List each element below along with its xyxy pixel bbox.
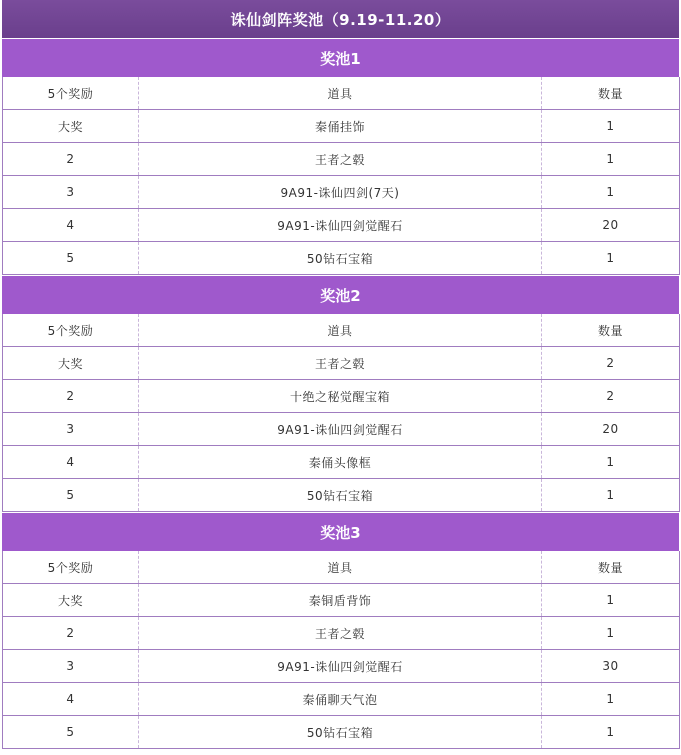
- reward-qty-cell: 1: [542, 479, 680, 512]
- table-row: [3, 716, 680, 749]
- page-title: 诛仙剑阵奖池（9.19-11.20）: [2, 0, 679, 38]
- reward-rank-cell: 大奖: [3, 110, 139, 143]
- pool-title: 奖池1: [2, 38, 679, 77]
- reward-rank-cell: 2: [3, 380, 139, 413]
- reward-rank-cell: 大奖: [3, 347, 139, 380]
- reward-pool-1: [2, 38, 679, 275]
- table-row: [3, 479, 680, 512]
- reward-item-cell: 王者之毂: [139, 347, 542, 380]
- pool-title: 奖池3: [2, 512, 679, 551]
- table-row: [3, 110, 680, 143]
- table-row: [3, 584, 680, 617]
- reward-rank-cell: 5: [3, 716, 139, 749]
- reward-qty-cell: 20: [542, 209, 680, 242]
- reward-qty-cell: 1: [542, 110, 680, 143]
- reward-item-cell: 王者之毂: [139, 617, 542, 650]
- reward-pool-2: [2, 275, 679, 512]
- reward-qty-cell: 1: [542, 446, 680, 479]
- table-row: [3, 209, 680, 242]
- reward-table: [2, 314, 680, 512]
- reward-item-cell: 50钻石宝箱: [139, 242, 542, 275]
- reward-rank-cell: 4: [3, 446, 139, 479]
- table-header-row: [3, 77, 680, 110]
- reward-pool-document: [2, 0, 679, 749]
- reward-item-cell: 王者之毂: [139, 143, 542, 176]
- header-rank: 5个奖励: [3, 314, 139, 347]
- reward-rank-cell: 4: [3, 209, 139, 242]
- reward-rank-cell: 4: [3, 683, 139, 716]
- header-item: 道具: [139, 77, 542, 110]
- reward-qty-cell: 2: [542, 380, 680, 413]
- reward-item-cell: 秦俑头像框: [139, 446, 542, 479]
- reward-item-cell: 秦俑挂饰: [139, 110, 542, 143]
- table-header-row: [3, 314, 680, 347]
- reward-rank-cell: 2: [3, 143, 139, 176]
- reward-qty-cell: 1: [542, 683, 680, 716]
- table-row: [3, 176, 680, 209]
- header-item: 道具: [139, 551, 542, 584]
- reward-table: [2, 77, 680, 275]
- reward-qty-cell: 1: [542, 617, 680, 650]
- reward-item-cell: 秦铜盾背饰: [139, 584, 542, 617]
- reward-qty-cell: 1: [542, 716, 680, 749]
- header-rank: 5个奖励: [3, 77, 139, 110]
- reward-item-cell: 50钻石宝箱: [139, 479, 542, 512]
- reward-item-cell: 秦俑聊天气泡: [139, 683, 542, 716]
- reward-item-cell: 9A91-诛仙四剑(7天): [139, 176, 542, 209]
- reward-qty-cell: 1: [542, 176, 680, 209]
- reward-rank-cell: 2: [3, 617, 139, 650]
- reward-qty-cell: 1: [542, 143, 680, 176]
- reward-rank-cell: 大奖: [3, 584, 139, 617]
- table-row: [3, 446, 680, 479]
- header-item: 道具: [139, 314, 542, 347]
- table-row: [3, 143, 680, 176]
- reward-rank-cell: 3: [3, 413, 139, 446]
- reward-pool-3: [2, 512, 679, 749]
- table-row: [3, 242, 680, 275]
- reward-qty-cell: 1: [542, 584, 680, 617]
- reward-item-cell: 9A91-诛仙四剑觉醒石: [139, 209, 542, 242]
- reward-rank-cell: 3: [3, 176, 139, 209]
- header-qty: 数量: [542, 77, 680, 110]
- table-row: [3, 347, 680, 380]
- reward-item-cell: 9A91-诛仙四剑觉醒石: [139, 413, 542, 446]
- reward-qty-cell: 30: [542, 650, 680, 683]
- table-row: [3, 650, 680, 683]
- reward-item-cell: 50钻石宝箱: [139, 716, 542, 749]
- header-qty: 数量: [542, 551, 680, 584]
- table-row: [3, 380, 680, 413]
- pool-list: [2, 38, 679, 749]
- table-row: [3, 617, 680, 650]
- header-rank: 5个奖励: [3, 551, 139, 584]
- reward-rank-cell: 5: [3, 242, 139, 275]
- reward-qty-cell: 2: [542, 347, 680, 380]
- reward-item-cell: 9A91-诛仙四剑觉醒石: [139, 650, 542, 683]
- table-row: [3, 413, 680, 446]
- reward-item-cell: 十绝之秘觉醒宝箱: [139, 380, 542, 413]
- reward-qty-cell: 20: [542, 413, 680, 446]
- header-qty: 数量: [542, 314, 680, 347]
- reward-rank-cell: 5: [3, 479, 139, 512]
- pool-title: 奖池2: [2, 275, 679, 314]
- table-header-row: [3, 551, 680, 584]
- reward-table: [2, 551, 680, 749]
- table-row: [3, 683, 680, 716]
- reward-rank-cell: 3: [3, 650, 139, 683]
- reward-qty-cell: 1: [542, 242, 680, 275]
